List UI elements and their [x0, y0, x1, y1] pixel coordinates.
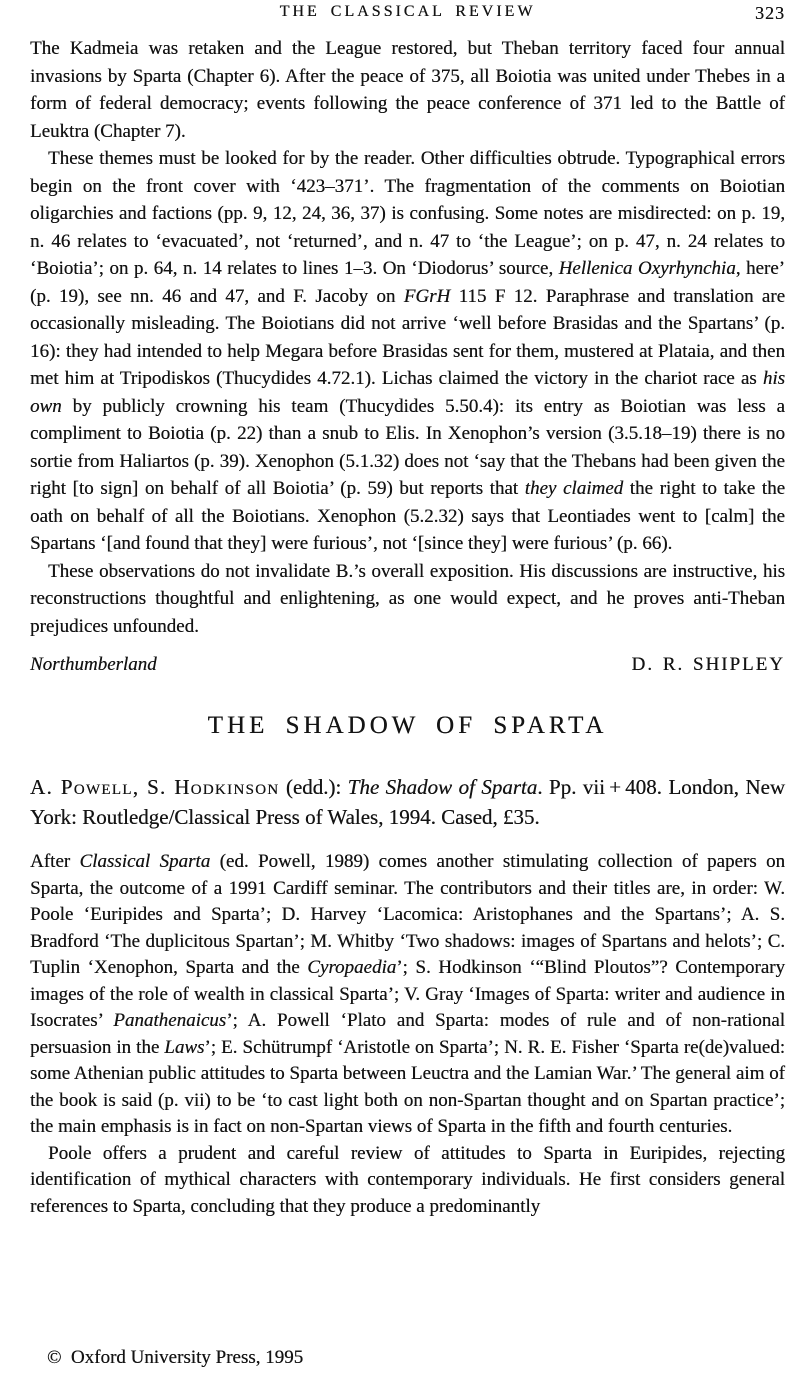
review-paragraph: These observations do not invalidate B.’s overall exposition. His discussions are instructive, his reconstructions thoughtful and enlightening, as one would expect, and he proves anti-Theban prejudices unfounded.	[30, 560, 785, 637]
reviewer-name: D. R. SHIPLEY	[631, 654, 785, 675]
previous-review-ending	[30, 35, 785, 676]
book-citation: A. Powell, S. Hodkinson (edd.): The Shadow of Sparta. Pp. vii + 408. London, New York: Routledge/Classical Press of Wales, 1994. Cased, £35.	[30, 775, 785, 829]
review-paragraph: Poole offers a prudent and careful review of attitudes to Sparta in Euripides, rejecting identification of mythical characters with contemporary individuals. He first considers general references to Sparta, concluding that they produce a predominantly	[30, 1142, 785, 1217]
review-body	[30, 849, 785, 1220]
review-paragraph: These themes must be looked for by the reader. Other difficulties obtrude. Typographical errors begin on the front cover with ‘423–371’. The fragmentation of the comments on Boiotian oligarchies and factions (pp. 9, 12, 24, 36, 37) is confusing. Some notes are misdirected: on p. 19, n. 46 relates to ‘evacuated’, not ‘returned’, and n. 47 to ‘the League’; on p. 47, n. 24 relates to ‘Boiotia’; on p. 64, n. 14 relates to lines 1–3. On ‘Diodorus’ source, Hellenica Oxyrhynchia, here’ (p. 19), see nn. 46 and 47, and F. Jacoby on FGrH 115 F 12. Paraphrase and translation are occasionally misleading. The Boiotians did not arrive ‘well before Brasidas and the Spartans’ (p. 16): they had intended to help Megara before Brasidas sent for them, mustered at Plataia, and then met him at Tripodiskos (Thucydides 4.72.1). Lichas claimed the victory in the chariot race as his own by publicly crowning his team (Thucydides 5.50.4): its entry as Boiotian was less a compliment to Boiotia (p. 22) than a snub to Elis. In Xenophon’s version (3.5.18–19) there is no sortie from Haliartos (p. 39). Xenophon (5.1.32) does not ‘say that the Thebans had been given the right [to sign] on behalf of all Boiotia’ (p. 59) but reports that they claimed the right to take the oath on behalf of all the Boiotians. Xenophon (5.2.32) says that Leontiades went to [calm] the Spartans ‘[and found that they] were furious’, not ‘[since they] were furious’ (p. 66).	[30, 148, 786, 554]
page-header	[30, 3, 785, 25]
copyright-line: © Oxford University Press, 1995	[47, 1347, 304, 1368]
review-signoff	[30, 654, 785, 676]
article-heading: THE SHADOW OF SPARTA	[207, 712, 608, 739]
review-paragraph: After Classical Sparta (ed. Powell, 1989) comes another stimulating collection of papers on Sparta, the outcome of a 1991 Cardiff seminar. The contributors and their titles are, in order: W. Poole ‘Euripides and Sparta’; D. Harvey ‘Lacomica: Aristophanes and the Spartans’; A. S. Bradford ‘The duplicitous Spartan’; M. Whitby ‘Two shadows: images of Spartans and helots’; C. Tuplin ‘Xenophon, Sparta and the Cyropaedia’; S. Hodkinson ‘“Blind Ploutos”? Contemporary images of the role of wealth in classical Sparta’; V. Gray ‘Images of Sparta: writer and audience in Isocrates’ Panathenaicus’; A. Powell ‘Plato and Sparta: modes of rule and of non-rational persuasion in the Laws’; E. Schütrumpf ‘Aristotle on Sparta’; N. R. E. Fisher ‘Sparta re(de)valued: some Athenian public attitudes to Sparta between Leuctra and the Lamian War.’ The general aim of the book is said (p. vii) to be ‘to cast light both on non-Spartan thought and on Spartan practice’; the main emphasis is in fact on non-Spartan views of Sparta in the fifth and fourth centuries.	[30, 851, 785, 1137]
journal-title: THE CLASSICAL REVIEW	[279, 3, 536, 20]
review-paragraph: The Kadmeia was retaken and the League restored, but Theban territory faced four annual invasions by Sparta (Chapter 6). After the peace of 375, all Boiotia was united under Thebes in a form of federal democracy; events following the peace conference of 371 led to the Battle of Leuktra (Chapter 7).	[30, 38, 785, 142]
page-number: 323	[755, 3, 785, 23]
reviewer-location: Northumberland	[30, 654, 157, 675]
